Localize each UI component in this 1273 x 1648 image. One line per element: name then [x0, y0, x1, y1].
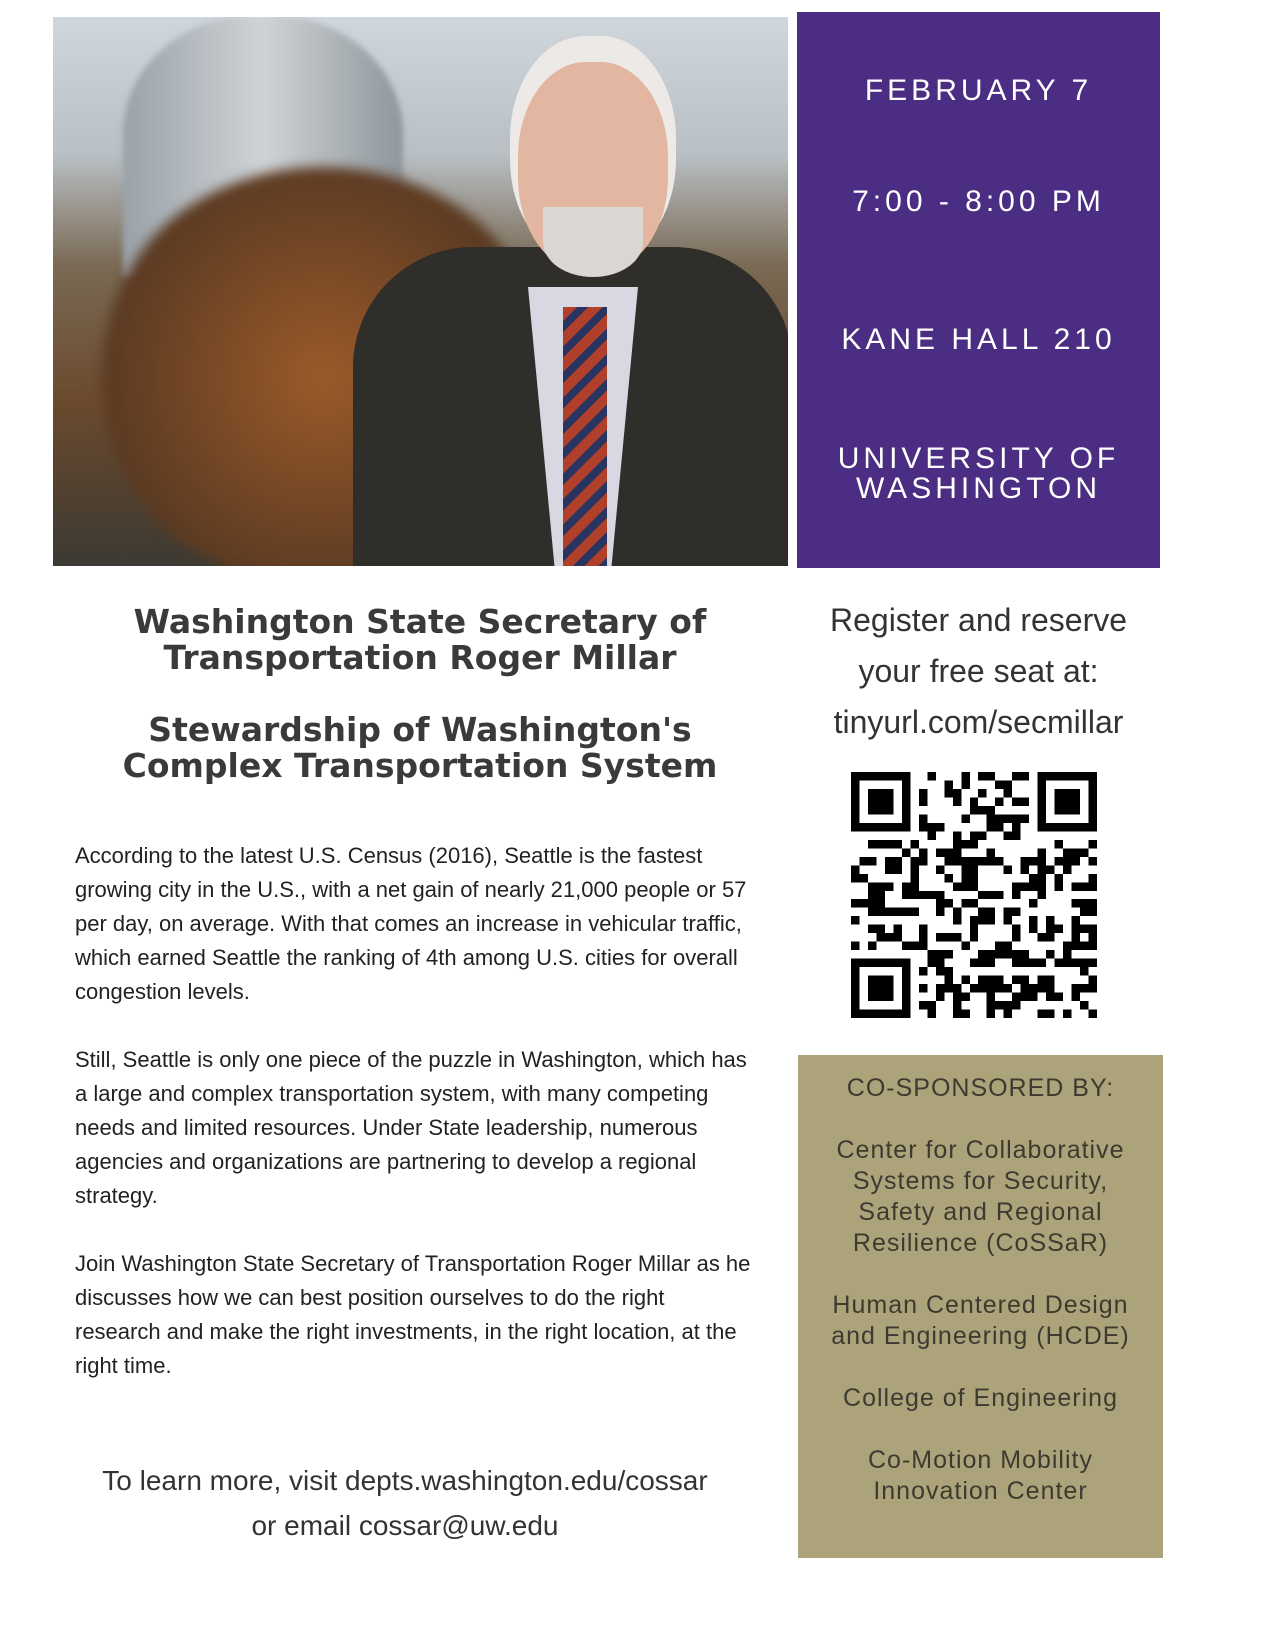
sponsors-heading: CO-SPONSORED BY:	[846, 1074, 1115, 1102]
event-date: FEBRUARY 7	[864, 74, 1093, 107]
event-venue: UNIVERSITY OF WASHINGTON	[837, 442, 1120, 505]
speaker-tie	[563, 307, 607, 566]
description	[75, 839, 755, 1417]
speaker-photo	[53, 17, 788, 566]
event-room: KANE HALL 210	[841, 323, 1116, 356]
sponsor-item: Human Centered Design and Engineering (HCDE)	[831, 1291, 1130, 1350]
qr-code[interactable]	[851, 772, 1097, 1018]
learn-more	[60, 1458, 750, 1548]
sponsors-panel	[798, 1055, 1163, 1558]
register-url[interactable]: tinyurl.com/secmillar	[833, 704, 1124, 740]
paragraph: Still, Seattle is only one piece of the puzzle in Washington, which has a large and complex transportation system, with many competing needs and limited resources. Under State leadership, numerous agencies and organizations are partnering to develop a regional strategy.	[75, 1047, 747, 1208]
speaker-beard	[543, 207, 643, 277]
register-text: Register and reserve	[829, 602, 1128, 638]
paragraph: Join Washington State Secretary of Transportation Roger Millar as he discusses how we can best position ourselves to do the right research and make the right investments, in the right location, at the right time.	[75, 1251, 751, 1378]
email-link[interactable]: or email cossar@uw.edu	[251, 1510, 559, 1541]
event-time: 7:00 - 8:00 PM	[852, 185, 1105, 218]
paragraph: According to the latest U.S. Census (2016), Seattle is the fastest growing city in the U.S., with a net gain of nearly 21,000 people or 57 per day, on average. With that comes an increase in vehicular traffic, which earned Seattle the ranking of 4th among U.S. cities for overall congestion levels.	[75, 843, 747, 1004]
registration	[797, 595, 1160, 748]
register-text: your free seat at:	[858, 653, 1099, 689]
speaker-title: Washington State Secretary of Transportation Roger Millar	[133, 602, 707, 677]
sponsor-item: Center for Collaborative Systems for Security, Safety and Regional Resilience (CoSSaR)	[836, 1136, 1125, 1257]
learn-more-link[interactable]: To learn more, visit depts.washington.edu/cossar	[102, 1465, 708, 1496]
event-info-panel	[797, 12, 1160, 568]
talk-title: Stewardship of Washington's Complex Transportation System	[122, 710, 718, 785]
sponsor-item: College of Engineering	[843, 1384, 1118, 1412]
sponsor-item: Co-Motion Mobility Innovation Center	[867, 1446, 1093, 1505]
